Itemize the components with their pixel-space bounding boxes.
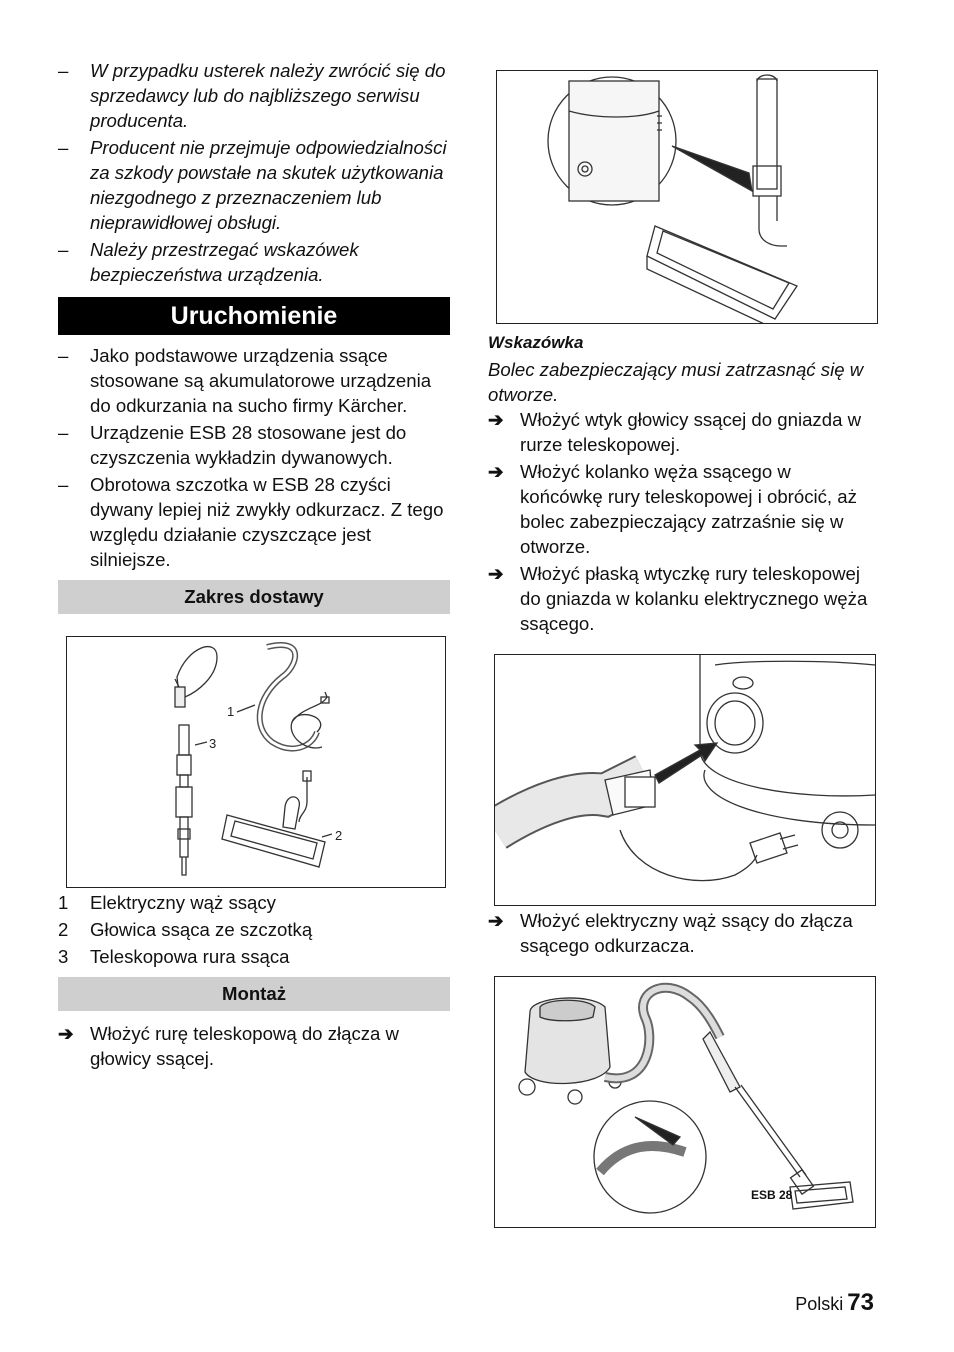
instruction-step [488,908,878,958]
pin-illustration [497,71,877,323]
figure-label-3: 3 [209,736,217,751]
item-text: Elektryczny wąż ssący [90,892,276,913]
dash-marker: – [58,137,69,158]
item-text: Jako podstawowe urządzenia ssące stosowane są akumulatorowe urządzenia do odkurzania na sucho firmy Kärcher. [90,345,432,416]
item-text: Obrotowa szczotka w ESB 28 czyści dywany lepiej niż zwykły odkurzacz. Z tego względu działanie czyszczące jest silniejsze. [90,474,444,570]
note-title: Wskazówka [488,333,584,352]
arrow-icon: ➔ [488,461,504,482]
item-number: 3 [58,946,69,967]
dash-marker: – [58,422,69,443]
instruction-step [488,459,878,559]
item-text: Włożyć rurę teleskopową do złącza w głowicy ssącej. [90,1023,399,1069]
hose-connect-illustration [495,655,875,905]
assembly-step [58,1021,450,1071]
item-text: Teleskopowa rura ssąca [90,946,290,967]
item-text: Należy przestrzegać wskazówek bezpieczeństwa urządzenia. [90,239,359,285]
item-text: Włożyć kolanko węża ssącego w końcówkę rury teleskopowej i obrócić, aż bolec zabezpieczający zatrzaśnie się w otworze. [520,461,857,557]
item-text: W przypadku usterek należy zwrócić się do sprzedawcy lub do najbliższego serwisu producenta. [90,60,446,131]
page-number: 73 [847,1289,874,1316]
item-text: Włożyć płaską wtyczkę rury teleskopowej do gniazda w kolanku elektrycznego węża ssącego. [520,563,868,634]
footer-language: Polski [795,1294,844,1314]
item-text: Głowica ssąca ze szczotką [90,919,313,940]
arrow-icon: ➔ [488,563,504,584]
hose-connect-figure [494,654,876,906]
item-text: Włożyć elektryczny wąż ssący do złącza ssącego odkurzacza. [520,910,853,956]
item-text: Producent nie przejmuje odpowiedzialności za szkody powstałe na skutek użytkowania niezgodnego z przeznaczeniem lub nieprawidłowej obsługi. [90,137,447,233]
page-footer [795,1290,874,1317]
pin-figure [496,70,878,324]
intro-item [58,135,450,235]
part-item [58,917,450,942]
right-steps-after [488,908,878,958]
figure-label-2: 2 [335,828,343,843]
right-column [488,70,878,1228]
intro-item [58,58,450,133]
note-text: Bolec zabezpieczający musi zatrzasnąć się w otworze. [488,359,864,405]
part-item [58,944,450,969]
right-steps [488,407,878,636]
section-item [58,420,450,470]
dash-marker: – [58,474,69,495]
section-heading-uruchomienie: Uruchomienie [58,297,450,335]
item-number: 1 [58,892,69,913]
dash-marker: – [58,60,69,81]
delivery-figure [66,636,446,888]
section-list [58,343,450,572]
dash-marker: – [58,345,69,366]
esb28-caption: ESB 28 [751,1188,793,1202]
figure-label-1: 1 [227,704,235,719]
item-number: 2 [58,919,69,940]
delivery-illustration [67,637,445,887]
section-item [58,472,450,572]
item-text: Urządzenie ESB 28 stosowane jest do czyszczenia wykładzin dywanowych. [90,422,407,468]
parts-list [58,890,450,969]
section-heading-montaz: Montaż [58,977,450,1011]
item-text: Włożyć wtyk głowicy ssącej do gniazda w rurze teleskopowej. [520,409,862,455]
dash-marker: – [58,239,69,260]
esb28-illustration [495,977,875,1227]
esb28-figure [494,976,876,1228]
assembly-steps [58,1021,450,1071]
intro-item [58,237,450,287]
section-item [58,343,450,418]
arrow-icon: ➔ [488,910,504,931]
left-column [58,58,450,1073]
section-heading-zakres-dostawy: Zakres dostawy [58,580,450,614]
intro-list [58,58,450,287]
instruction-step [488,407,878,457]
part-item [58,890,450,915]
arrow-icon: ➔ [488,409,504,430]
instruction-step [488,561,878,636]
arrow-icon: ➔ [58,1023,74,1044]
